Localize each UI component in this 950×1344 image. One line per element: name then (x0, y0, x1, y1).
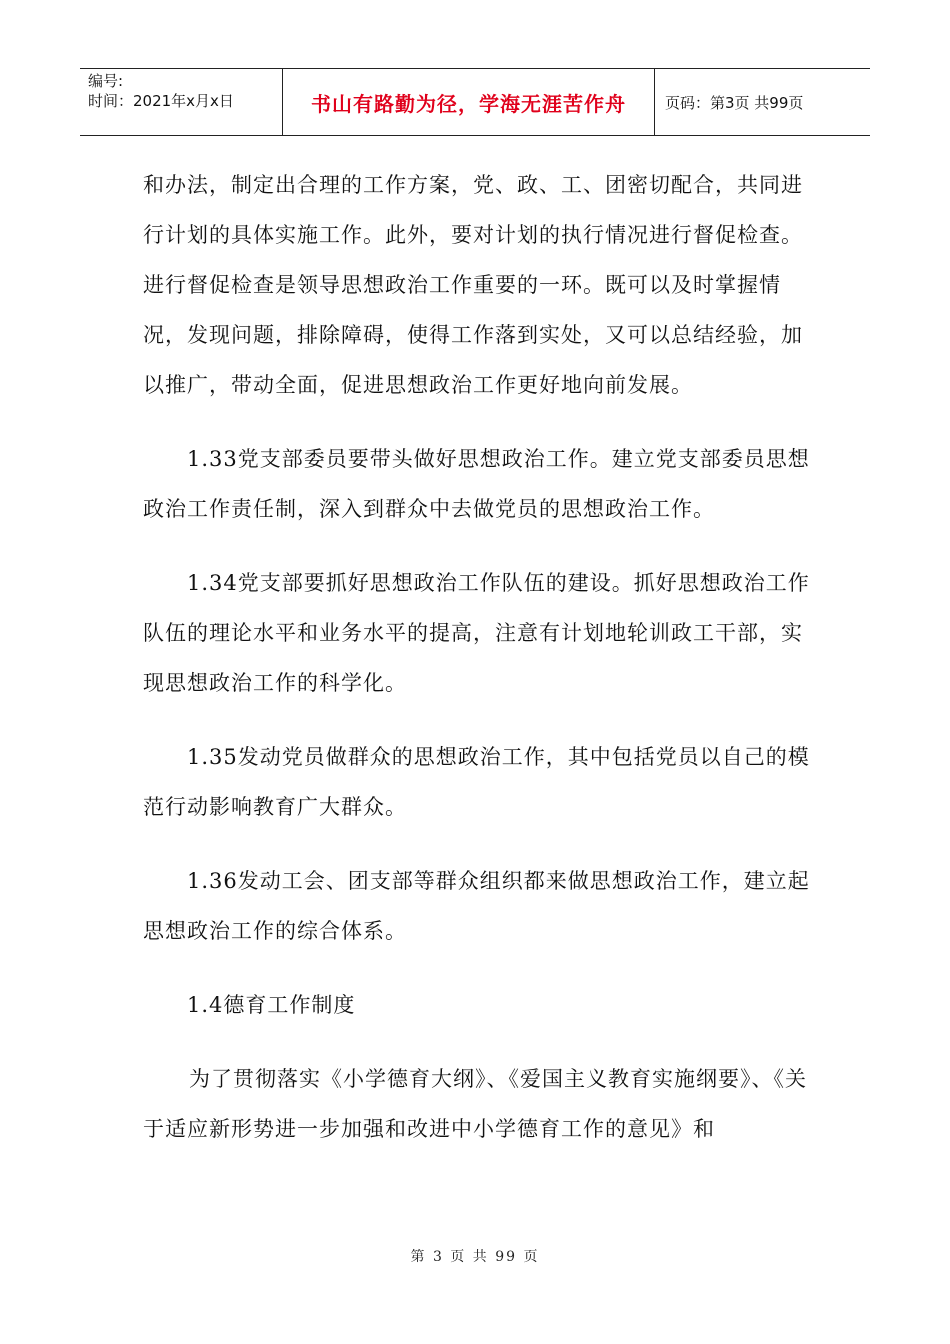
paragraph-1-33: 1.33党支部委员要带头做好思想政治工作。建立党支部委员思想政治工作责任制，深入到群众中去做党员的思想政治工作。 (143, 447, 810, 521)
document-time: 时间：2021年x月x日 (88, 92, 234, 110)
paragraph-1-36: 1.36发动工会、团支部等群众组织都来做思想政治工作，建立起思想政治工作的综合体系。 (143, 869, 810, 943)
section-heading-1-4: 1.4德育工作制度 (187, 993, 356, 1017)
paragraph-1-35: 1.35发动党员做群众的思想政治工作，其中包括党员以自己的模范行动影响教育广大群众。 (143, 745, 810, 819)
page-header (80, 68, 870, 136)
header-page-info: 页码：第3页 共99页 (665, 93, 804, 112)
page-footer: 第 3 页 共 99 页 (410, 1249, 540, 1265)
paragraph-continuation: 和办法，制定出合理的工作方案，党、政、工、团密切配合，共同进行计划的具体实施工作。此外，要对计划的执行情况进行督促检查。进行督促检查是领导思想政治工作重要的一环。既可以及时掌握情况，发现问题，排除障碍，使得工作落到实处，又可以总结经验，加以推广，带动全面，促进思想政治工作更好地向前发展。 (143, 173, 803, 397)
paragraph-1-34: 1.34党支部要抓好思想政治工作队伍的建设。抓好思想政治工作队伍的理论水平和业务水平的提高，注意有计划地轮训政工干部，实现思想政治工作的科学化。 (143, 571, 810, 695)
document-body (143, 160, 813, 1178)
document-number-label: 编号: (88, 72, 124, 90)
header-meta (80, 69, 283, 135)
paragraph-moral-education: 为了贯彻落实《小学德育大纲》、《爱国主义教育实施纲要》、《关于适应新形势进一步加强和改进中小学德育工作的意见》和 (143, 1067, 807, 1141)
header-slogan: 书山有路勤为径，学海无涯苦作舟 (283, 69, 655, 135)
